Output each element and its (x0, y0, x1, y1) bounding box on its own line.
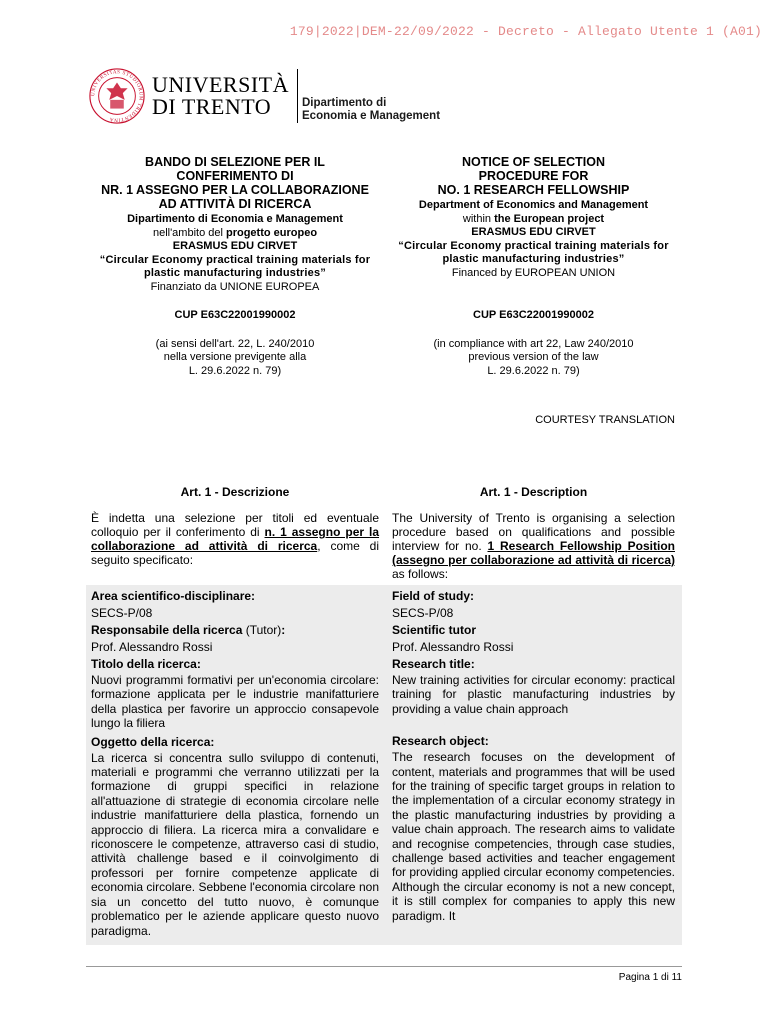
it-law: (ai sensi dell'art. 22, L. 240/2010 nella versione previgente alla L. 29.6.2022 n. 79) (155, 337, 315, 377)
courtesy-translation: COURTESY TRANSLATION (535, 414, 675, 426)
university-seal-icon (88, 67, 146, 125)
it-title-label: Titolo della ricerca: (91, 657, 201, 671)
en-title: NOTICE OF SELECTION PROCEDURE FOR NO. 1 RESEARCH FELLOWSHIP (437, 155, 630, 197)
university-name: UNIVERSITÀ DI TRENTO (152, 72, 289, 119)
en-header (392, 155, 675, 428)
it-title-value: Nuovi programmi formativi per un'economia circolare: formazione applicata per le industrie manifatturiere della plastica per favorire un approccio consapevole lungo la filiera (91, 673, 379, 731)
en-financed: Financed by EUROPEAN UNION (451, 266, 616, 279)
it-financed: Finanziato da UNIONE EUROPEA (150, 280, 320, 293)
it-object-label: Oggetto della ricerca: (91, 734, 215, 749)
en-resp-value: Prof. Alessandro Rossi (392, 640, 514, 654)
it-cup: CUP E63C22001990002 (174, 309, 296, 321)
footer-divider (86, 966, 682, 967)
it-title: BANDO DI SELEZIONE PER IL CONFERIMENTO DI NR. 1 ASSEGNO PER LA COLLABORAZIONE AD ATTIVITÀ DI RICERCA (101, 155, 369, 211)
en-dept: Department of Economics and Management (418, 199, 649, 211)
en-law: (in compliance with art 22, Law 240/2010 previous version of the law L. 29.6.2022 n. 79) (433, 337, 634, 377)
en-fields (392, 588, 675, 923)
en-object-value: The research focuses on the development of content, materials and programmes that will be used for the training of specific target groups in relation to the implementation of a circular economy strategy in the plastic manufacturing industries by providing a value chain approach. The research aims to validate and recognise competencies, through case studies, challenge based activities and teacher engagement for providing applied circular economy competencies. Although the circular economy is not a new concept, it is still complex for companies to apply this new paradigm. It (392, 750, 675, 923)
en-resp-label: Scientific tutor (392, 623, 477, 637)
en-object-label: Research object: (392, 734, 489, 749)
page-number: Pagina 1 di 11 (618, 972, 682, 983)
it-project-line: nell'ambito del progetto europeo (152, 226, 318, 239)
it-program: ERASMUS EDU CIRVET (172, 240, 298, 252)
it-object-value: La ricerca si concentra sullo sviluppo di contenuti, materiali e programmi che verranno utilizzati per la formazione di gruppi specifici in relazione all'attuazione di strategie di economia circolare nelle industrie manifatturiere della plastica, fornendo un approccio di filiera. La ricerca mira a convalidare e riconoscere le competenze, attraverso casi di studio, attività challenge based e il coinvolgimento di professori per fornire competenze applicate di economia circolare. Sebbene l'economia circolare non sia un concetto del tutto nuovo, è comunque problematico per le aziende applicare questo nuovo paradigma. (91, 750, 379, 938)
it-art1-heading: Art. 1 - Descrizione (180, 485, 290, 499)
en-project-title: “Circular Economy practical training materials for plastic manufacturing industries” (398, 239, 669, 265)
en-title-value: New training activities for circular economy: practical training for plastic manufacturing industries by providing a value chain approach (392, 673, 675, 716)
it-resp-label: Responsabile della ricerca (Tutor): (91, 623, 286, 637)
letterhead (88, 62, 440, 130)
it-area-value: SECS-P/08 (91, 606, 153, 620)
it-header (91, 155, 379, 378)
en-art1 (392, 485, 675, 581)
en-art1-text: The University of Trento is organising a selection procedure based on qualifications and possible interview for no. 1 Research Fellowship Position (assegno per collaborazione ad attività di ricerca) as follows: (392, 511, 675, 581)
it-fields (91, 588, 379, 938)
svg-text:UNIVERSITAS STUDIORUM TRIDENTI: UNIVERSITAS STUDIORUM TRIDENTINA (91, 70, 143, 122)
en-project-line: within the European project (462, 212, 605, 225)
it-art1 (91, 485, 379, 567)
en-title-label: Research title: (392, 657, 475, 671)
department-name: Dipartimento di Economia e Management (297, 69, 440, 123)
it-resp-value: Prof. Alessandro Rossi (91, 640, 213, 654)
protocol-stamp: 179|2022|DEM-22/09/2022 - Decreto - Allegato Utente 1 (A01) (289, 24, 762, 39)
en-art1-heading: Art. 1 - Description (479, 485, 588, 499)
en-area-label: Field of study: (392, 589, 474, 603)
en-program: ERASMUS EDU CIRVET (471, 226, 596, 238)
it-area-label: Area scientifico-disciplinare: (91, 589, 256, 603)
en-area-value: SECS-P/08 (392, 606, 454, 620)
it-dept: Dipartimento di Economia e Management (127, 213, 343, 225)
it-project-title: “Circular Economy practical training materials for plastic manufacturing industries” (99, 253, 371, 279)
it-art1-text: È indetta una selezione per titoli ed eventuale colloquio per il conferimento di n. 1 assegno per la collaborazione ad attività di ricerca, come di seguito specificato: (91, 511, 379, 567)
en-cup: CUP E63C22001990002 (473, 309, 594, 321)
